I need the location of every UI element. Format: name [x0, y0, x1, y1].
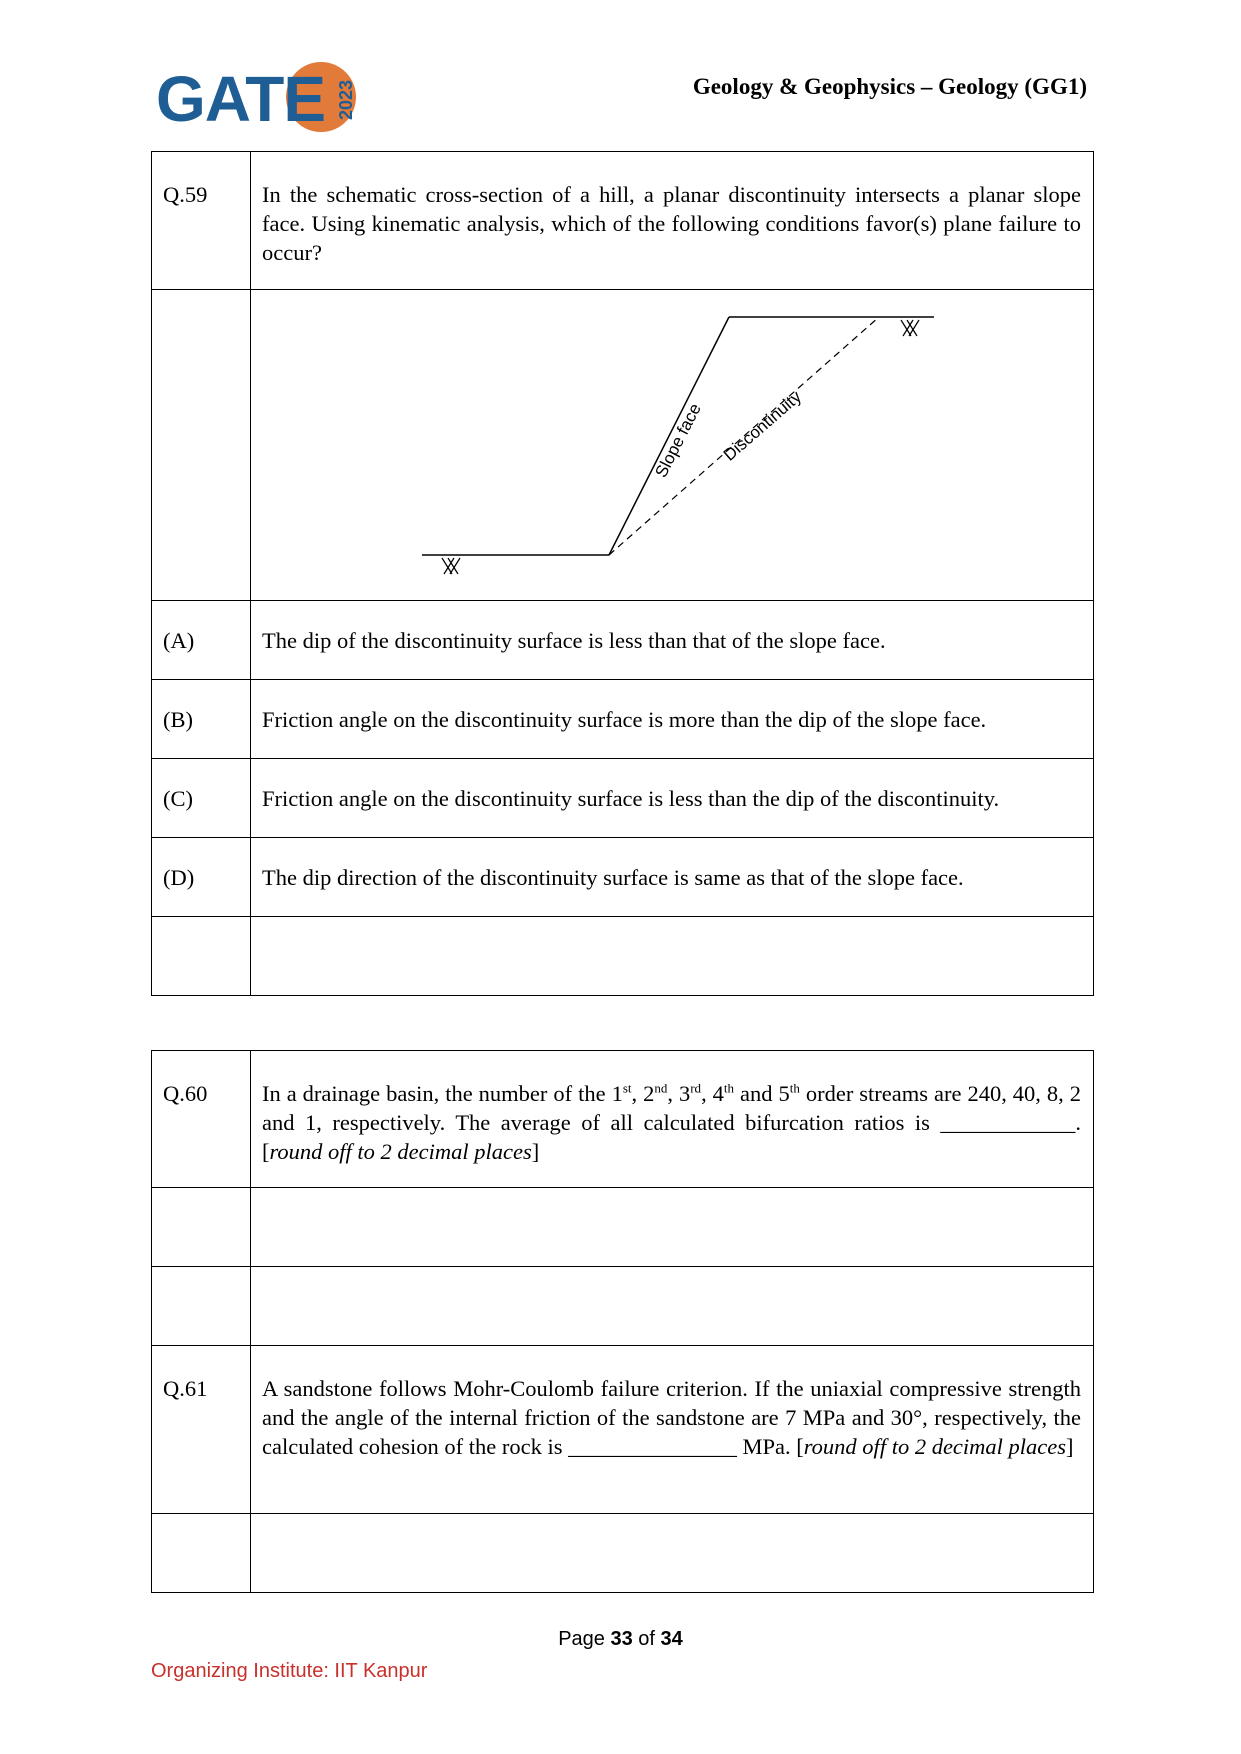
- option-label: (D): [152, 838, 251, 917]
- slope-face-label: Slope face: [651, 400, 705, 481]
- upper-ground-symbol-icon: [901, 320, 919, 336]
- subject-title: Geology & Geophysics – Geology (GG1): [692, 74, 1087, 99]
- question-number: Q.59: [152, 152, 251, 290]
- empty-cell: [152, 290, 251, 601]
- question-text: In a drainage basin, the number of the 1st, 2nd, 3rd, 4th and 5th order streams are 240, 40, 8, 2 and 1, respectively. The average of all calculated bifurcation ratios is ____________. [round off to 2 decimal places]: [251, 1051, 1094, 1188]
- option-text: The dip direction of the discontinuity surface is same as that of the slope face.: [251, 838, 1094, 917]
- empty-row: [152, 1514, 1094, 1593]
- question-60-61-table: [151, 1050, 1094, 1593]
- option-row-a: [152, 601, 1094, 680]
- option-row-d: [152, 838, 1094, 917]
- logo-text: GATE: [156, 63, 326, 135]
- option-label: (A): [152, 601, 251, 680]
- lower-ground-symbol-icon: [442, 558, 460, 574]
- page-number: Page 33 of 34: [558, 1628, 683, 1650]
- option-row-b: [152, 680, 1094, 759]
- logo-year: 2023: [336, 79, 356, 121]
- empty-row: [152, 1188, 1094, 1267]
- question-number: Q.61: [152, 1346, 251, 1514]
- question-text: In the schematic cross-section of a hill, a planar discontinuity intersects a planar slope face. Using kinematic analysis, which of the following conditions favor(s) plane failure to occur?: [251, 152, 1094, 290]
- option-label: (B): [152, 680, 251, 759]
- gate-logo: [156, 58, 366, 138]
- slope-cross-section-figure: [251, 290, 1105, 600]
- empty-row: [152, 1267, 1094, 1346]
- option-text: Friction angle on the discontinuity surface is less than the dip of the discontinuity.: [251, 759, 1094, 838]
- question-number: Q.60: [152, 1051, 251, 1188]
- option-text: Friction angle on the discontinuity surface is more than the dip of the slope face.: [251, 680, 1094, 759]
- discontinuity-label: Discontinuity: [719, 387, 805, 465]
- question-text: A sandstone follows Mohr-Coulomb failure criterion. If the uniaxial compressive strength and the angle of the internal friction of the sandstone are 7 MPa and 30°, respectively, the calculated cohesion of the rock is _______________ MPa. [round off to 2 decimal places]: [251, 1346, 1094, 1514]
- organizing-institute: Organizing Institute: IIT Kanpur: [151, 1660, 428, 1682]
- option-row-c: [152, 759, 1094, 838]
- question-59-table: [151, 151, 1094, 996]
- empty-row: [152, 917, 1094, 996]
- figure-cell: [251, 290, 1094, 601]
- option-label: (C): [152, 759, 251, 838]
- option-text: The dip of the discontinuity surface is less than that of the slope face.: [251, 601, 1094, 680]
